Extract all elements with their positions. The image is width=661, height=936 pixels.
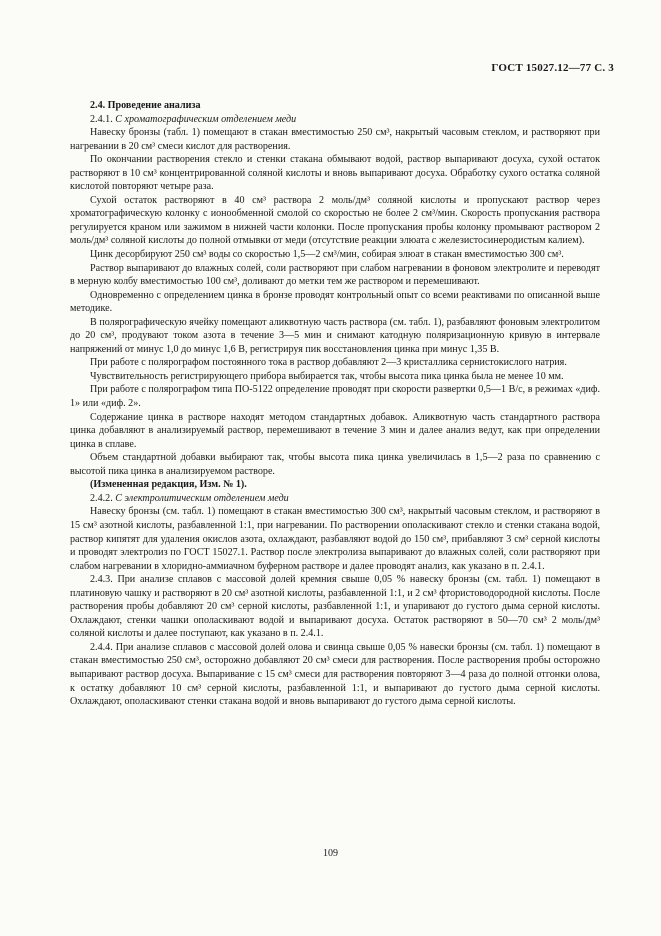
paragraph: Одновременно с определением цинка в бронзе проводят контрольный опыт со всеми реактивами по описанной выше методике. [70, 289, 600, 315]
subsection-title: С электролитическим отделением меди [115, 492, 289, 504]
paragraph-2-4-3: 2.4.3. При анализе сплавов с массовой долей кремния свыше 0,05 % навеску бронзы (см. табл. 1) помещают в платиновую чашку и растворяют в 20 см³ азотной кислоты, разбавленной 1:1, и 2 см³ фтористоводородной кислоты. После растворения пробы добавляют 20 см³ серной кислоты, разбавленной 1:1, и упаривают до густого дыма серной кислоты. Охлаждают, стенки чашки ополаскивают водой и выпаривают досуха. Остаток растворяют в 50—70 см³ 2 моль/дм³ соляной кислоты и далее поступают, как указано в п. 2.4.1. [70, 574, 600, 640]
section-heading: 2.4. Проведение анализа [90, 100, 201, 111]
subsection-number: 2.4.2. [90, 492, 113, 504]
paragraph: При работе с полярографом постоянного тока в раствор добавляют 2—3 кристаллика сернистокислого натрия. [90, 357, 567, 369]
paragraph: По окончании растворения стекло и стенки стакана обмывают водой, раствор выпаривают досуха, сухой остаток растворяют в 10 см³ концентрированной соляной кислоты и вновь выпаривают досуха. Обработку сухого остатка соляной кислотой повторяют четыре раза. [70, 154, 600, 193]
paragraph: В полярографическую ячейку помещают аликвотную часть раствора (см. табл. 1), разбавляют фоновым электролитом до 20 см³, продувают током азота в течение 3—5 мин и снимают катодную поляризационную кривую в интервале напряжений от минус 1,0 до минус 1,6 В, регистрируя пик восстановления цинка при минус 1,35 В. [70, 316, 600, 355]
subsection-number: 2.4.1. [90, 113, 113, 125]
subsection-title: С хроматографическим отделением меди [115, 113, 297, 125]
paragraph: Навеску бронзы (см. табл. 1) помещают в стакан вместимостью 300 см³, накрытый часовым стеклом, и растворяют в 15 см³ азотной кислоты, разбавленной 1:1, при нагревании. По растворении ополаскивают стекло и стенки стакана водой, раствор кипятят для удаления окислов азота, охлаждают, разбавляют водой до 150 см³, прибавляют 3 см³ серной кислоты и проводят электролиз по ГОСТ 15027.1. Раствор после электролиза выпаривают до влажных солей, соли растворяют при слабом нагревании в хлоридно-аммиачном буферном растворе и далее проводят анализ, как указано в п. 2.4.1. [70, 506, 600, 572]
paragraph: Содержание цинка в растворе находят методом стандартных добавок. Аликвотную часть стандартного раствора цинка добавляют в анализируемый раствор, перемешивают в течение 3 мин и далее анализ ведут, как при определении цинка в сплаве. [70, 411, 600, 450]
page-number: 109 [323, 848, 338, 859]
subsection-2-4-2-heading [70, 492, 600, 506]
page-header: ГОСТ 15027.12—77 С. 3 [491, 62, 614, 74]
paragraph: Сухой остаток растворяют в 40 см³ раствора 2 моль/дм³ соляной кислоты и пропускают раствор через хроматографическую колонку с ионообменной смолой со скоростью не более 2 см³/мин. Скорость пропускания раствора регулируется краном или зажимом в нижней части колонки. После пропускания пробы колонку промывают раствором 2 моль/дм³ соляной кислоты до полной отмывки от меди (отсутствие реакции элюата с железистосинеродистым калием). [70, 194, 600, 247]
paragraph: Цинк десорбируют 250 см³ воды со скоростью 1,5—2 см³/мин, собирая элюат в стакан вместимостью 300 см³. [90, 249, 564, 261]
document-body [70, 99, 600, 709]
edit-note: (Измененная редакция, Изм. № 1). [90, 479, 247, 491]
paragraph: Чувствительность регистрирующего прибора выбирается так, чтобы высота пика цинка была не менее 10 мм. [90, 370, 564, 382]
paragraph: Объем стандартной добавки выбирают так, чтобы высота пика цинка увеличилась в 1,5—2 раза по сравнению с высотой пика цинка в анализируемом растворе. [70, 452, 600, 477]
paragraph: Навеску бронзы (табл. 1) помещают в стакан вместимостью 250 см³, накрытый часовым стеклом, и растворяют при нагревании в 20 см³ смеси кислот для растворения. [70, 127, 600, 152]
paragraph: Раствор выпаривают до влажных солей, соли растворяют при слабом нагревании в фоновом электролите и переводят в мерную колбу вместимостью 100 см³, доливают до метки тем же раствором и перемешивают. [70, 262, 600, 288]
paragraph-2-4-4: 2.4.4. При анализе сплавов с массовой долей олова и свинца свыше 0,05 % навески бронзы (см. табл. 1) помещают в стакан вместимостью 250 см³, осторожно добавляют 20 см³ смеси для растворения. После растворения пробы осторожно выпаривают раствор досуха. Выпаривание с 15 см³ смеси для растворения повторяют 3—4 раза до полной отгонки олова, к остатку добавляют 10 см³ серной кислоты, разбавленной 1:1, и выпаривают до густого дыма серной кислоты. Охлаждают, ополаскивают стенки стакана водой и вновь выпаривают до густого дыма серной кислоты. [70, 641, 600, 708]
paragraph: При работе с полярографом типа ПО-5122 определение проводят при скорости развертки 0,5—1 В/с, в режимах «диф. 1» или «диф. 2». [70, 384, 600, 410]
subsection-2-4-1-heading [70, 113, 600, 127]
